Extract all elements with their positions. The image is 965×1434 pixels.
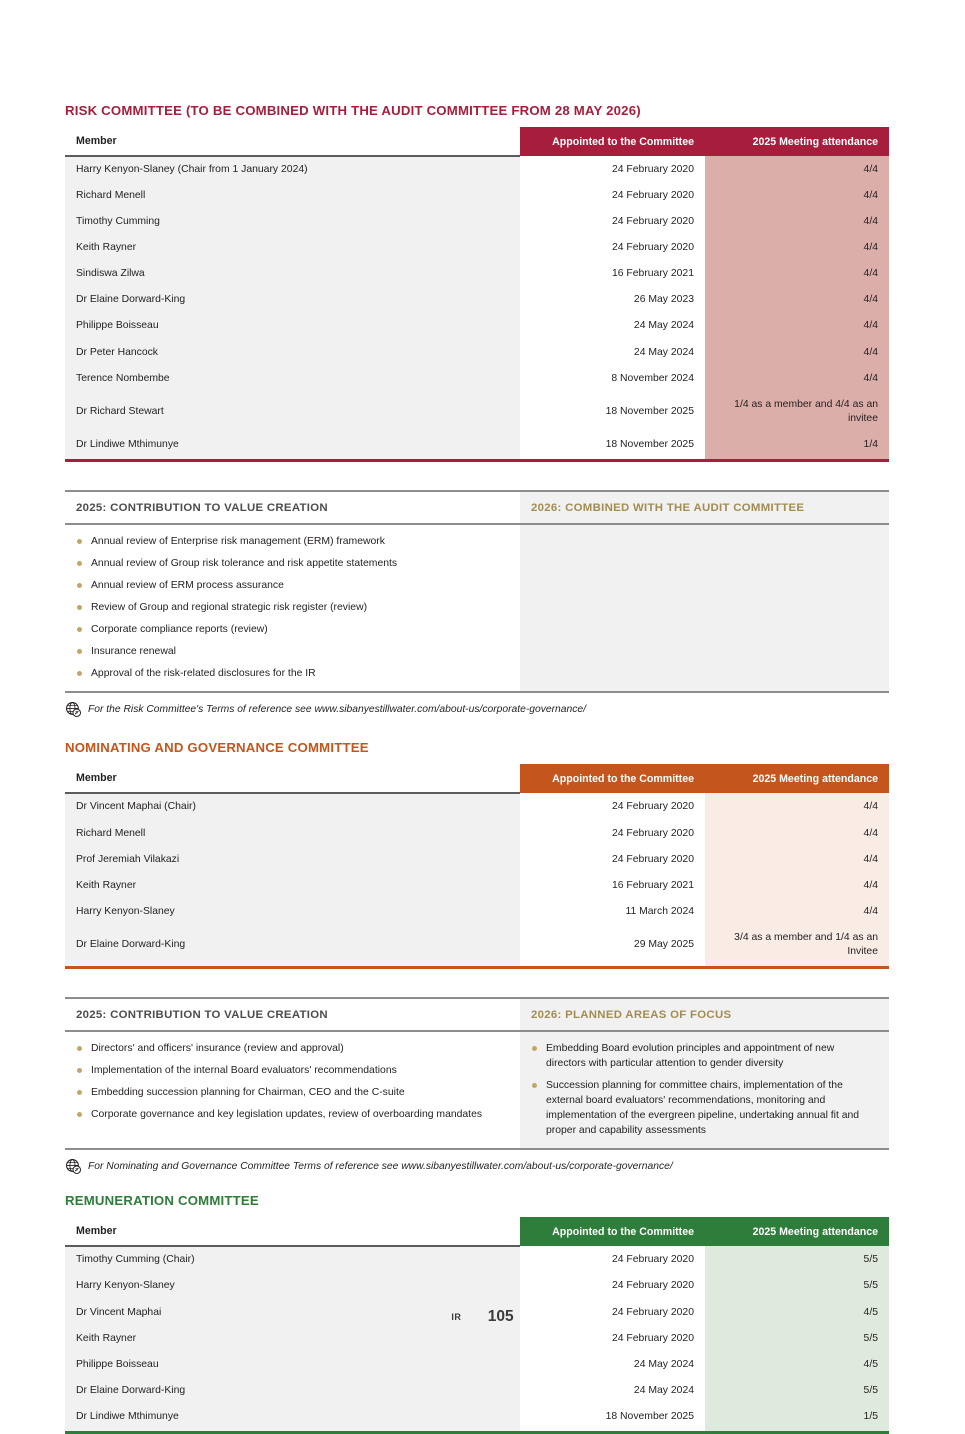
bullet-item: Succession planning for committee chairs, implementation of the external board evaluators' recommendations, monitoring and implementation of the evergreen pipeline, undertaking annual fit and proper and capability assessments [531,1078,875,1138]
cell-member: Dr Peter Hancock [65,340,520,366]
footer-report-label: IR [451,1312,462,1322]
cell-attendance: 4/4 [705,156,889,183]
bullet-item: Corporate governance and key legislation updates, review of overboarding mandates [76,1107,506,1122]
cell-member: Harry Kenyon-Slaney [65,1273,520,1299]
nominating-committee-heading: NOMINATING AND GOVERNANCE COMMITTEE [65,740,369,756]
cell-appointed-date: 24 May 2024 [520,313,705,339]
panel-left-title: 2025: CONTRIBUTION TO VALUE CREATION [65,999,520,1030]
cell-appointed-date: 24 February 2020 [520,209,705,235]
table-row [65,873,889,899]
column-header-appointed: Appointed to the Committee [520,764,705,793]
cell-attendance: 1/5 [705,1404,889,1433]
bullet-item: Embedding succession planning for Chairman, CEO and the C-suite [76,1085,506,1100]
column-header-member: Member [65,1217,520,1246]
cell-member: Prof Jeremiah Vilakazi [65,847,520,873]
cell-attendance: 4/4 [705,821,889,847]
cell-attendance: 4/4 [705,287,889,313]
table-row [65,1404,889,1433]
cell-member: Philippe Boisseau [65,313,520,339]
table-row [65,1246,889,1273]
cell-member: Sindiswa Zilwa [65,261,520,287]
cell-appointed-date: 24 February 2020 [520,1273,705,1299]
table-row [65,313,889,339]
table-row [65,392,889,432]
cell-member: Dr Elaine Dorward-King [65,1378,520,1404]
table-row [65,156,889,183]
bullet-item: Review of Group and regional strategic risk register (review) [76,600,506,615]
table-header-row [65,127,889,156]
table-row [65,235,889,261]
column-header-appointed: Appointed to the Committee [520,127,705,156]
remuneration-committee-rows [65,1246,889,1432]
cell-attendance: 1/4 [705,432,889,461]
cell-member: Terence Nombembe [65,366,520,392]
cell-appointed-date: 24 May 2024 [520,1378,705,1404]
table-row [65,821,889,847]
cell-member: Timothy Cumming (Chair) [65,1246,520,1273]
table-row [65,366,889,392]
cell-appointed-date: 16 February 2021 [520,261,705,287]
table-row [65,183,889,209]
column-header-attendance: 2025 Meeting attendance [705,764,889,793]
footer-page-number: 105 [487,1308,514,1325]
cell-appointed-date: 24 February 2020 [520,821,705,847]
table-header-row [65,764,889,793]
column-header-member: Member [65,764,520,793]
table-row [65,340,889,366]
cell-member: Dr Lindiwe Mthimunye [65,1404,520,1433]
cell-appointed-date: 24 February 2020 [520,156,705,183]
cell-member: Richard Menell [65,183,520,209]
cell-attendance: 5/5 [705,1326,889,1352]
cell-attendance: 4/4 [705,340,889,366]
globe-web-link-icon [65,1158,82,1175]
cell-appointed-date: 24 May 2024 [520,1352,705,1378]
bullet-item: Approval of the risk-related disclosures for the IR [76,666,506,681]
table-row [65,925,889,968]
cell-attendance: 4/4 [705,183,889,209]
cell-appointed-date: 26 May 2023 [520,287,705,313]
table-row [65,261,889,287]
cell-member: Dr Richard Stewart [65,392,520,432]
cell-member: Harry Kenyon-Slaney (Chair from 1 January 2024) [65,156,520,183]
remuneration-committee-heading: REMUNERATION COMMITTEE [65,1193,259,1209]
cell-attendance: 5/5 [705,1246,889,1273]
cell-member: Richard Menell [65,821,520,847]
cell-appointed-date: 18 November 2025 [520,392,705,432]
cell-attendance: 3/4 as a member and 1/4 as an Invitee [705,925,889,968]
cell-attendance: 4/4 [705,313,889,339]
page-footer [0,1308,965,1326]
cell-appointed-date: 11 March 2024 [520,899,705,925]
risk-committee-heading: RISK COMMITTEE (TO BE COMBINED WITH THE AUDIT COMMITTEE FROM 28 MAY 2026) [65,103,641,118]
cell-attendance: 4/4 [705,209,889,235]
risk-contribution-list [76,534,506,682]
panel-right-body [520,1032,889,1148]
risk-committee-reference [65,702,889,718]
table-row [65,287,889,313]
column-header-member: Member [65,127,520,156]
page-content [65,103,889,1434]
cell-attendance: 4/4 [705,847,889,873]
table-row [65,1273,889,1299]
cell-appointed-date: 24 February 2020 [520,793,705,820]
panel-header [65,492,889,525]
cell-attendance: 1/4 as a member and 4/4 as an invitee [705,392,889,432]
cell-appointed-date: 8 November 2024 [520,366,705,392]
panel-left-body [65,525,520,692]
cell-appointed-date: 24 February 2020 [520,1326,705,1352]
risk-reference-text: For the Risk Committee's Terms of reference see www.sibanyestillwater.com/about-us/corporate-governance/ [88,704,586,716]
cell-appointed-date: 24 February 2020 [520,1246,705,1273]
cell-member: Dr Elaine Dorward-King [65,925,520,968]
ngc-focus-list [531,1041,875,1138]
cell-appointed-date: 18 November 2025 [520,432,705,461]
panel-left-body [65,1032,520,1148]
ngc-reference-text: For Nominating and Governance Committee Terms of reference see www.sibanyestillwater.com/about-us/corporate-governance/ [88,1161,673,1173]
table-row [65,1378,889,1404]
cell-appointed-date: 29 May 2025 [520,925,705,968]
cell-member: Timothy Cumming [65,209,520,235]
table-header-row [65,1217,889,1246]
bullet-item: Insurance renewal [76,644,506,659]
cell-member: Keith Rayner [65,873,520,899]
globe-web-link-icon [65,701,82,718]
cell-attendance: 4/5 [705,1300,889,1326]
cell-member: Philippe Boisseau [65,1352,520,1378]
panel-right-title: 2026: COMBINED WITH THE AUDIT COMMITTEE [520,492,889,523]
cell-appointed-date: 18 November 2025 [520,1404,705,1433]
cell-member: Dr Vincent Maphai [65,1300,520,1326]
cell-member: Dr Vincent Maphai (Chair) [65,793,520,820]
cell-member: Keith Rayner [65,1326,520,1352]
cell-attendance: 4/4 [705,793,889,820]
cell-attendance: 4/4 [705,899,889,925]
cell-attendance: 4/5 [705,1352,889,1378]
cell-member: Dr Elaine Dorward-King [65,287,520,313]
cell-member: Harry Kenyon-Slaney [65,899,520,925]
cell-appointed-date: 16 February 2021 [520,873,705,899]
cell-attendance: 4/4 [705,873,889,899]
ngc-contribution-list [76,1041,506,1122]
bullet-item: Annual review of ERM process assurance [76,578,506,593]
cell-member: Keith Rayner [65,235,520,261]
cell-appointed-date: 24 February 2020 [520,235,705,261]
bullet-item: Corporate compliance reports (review) [76,622,506,637]
bullet-item: Implementation of the internal Board evaluators' recommendations [76,1063,506,1078]
cell-member: Dr Lindiwe Mthimunye [65,432,520,461]
table-row [65,432,889,461]
column-header-attendance: 2025 Meeting attendance [705,127,889,156]
cell-attendance: 4/4 [705,261,889,287]
column-header-attendance: 2025 Meeting attendance [705,1217,889,1246]
column-header-appointed: Appointed to the Committee [520,1217,705,1246]
nominating-committee-reference [65,1159,889,1175]
panel-header [65,999,889,1032]
bullet-item: Annual review of Enterprise risk management (ERM) framework [76,534,506,549]
cell-attendance: 5/5 [705,1378,889,1404]
table-row [65,899,889,925]
cell-attendance: 4/4 [705,235,889,261]
risk-committee-members-table [65,127,889,462]
cell-attendance: 4/4 [705,366,889,392]
nominating-committee-rows [65,793,889,967]
bullet-item: Annual review of Group risk tolerance and risk appetite statements [76,556,506,571]
panel-left-title: 2025: CONTRIBUTION TO VALUE CREATION [65,492,520,523]
cell-appointed-date: 24 February 2020 [520,1300,705,1326]
table-row [65,1326,889,1352]
cell-appointed-date: 24 May 2024 [520,340,705,366]
panel-body [65,1032,889,1148]
table-row [65,847,889,873]
table-row [65,209,889,235]
cell-appointed-date: 24 February 2020 [520,847,705,873]
cell-attendance: 5/5 [705,1273,889,1299]
panel-right-title: 2026: PLANNED AREAS OF FOCUS [520,999,889,1030]
table-row [65,793,889,820]
panel-body [65,525,889,692]
panel-right-body [520,525,889,692]
nominating-committee-contribution-panel [65,997,889,1150]
nominating-committee-members-table [65,764,889,969]
bullet-item: Embedding Board evolution principles and appointment of new directors with particular attention to gender diversity [531,1041,875,1071]
bullet-item: Directors' and officers' insurance (review and approval) [76,1041,506,1056]
risk-committee-rows [65,156,889,460]
risk-committee-contribution-panel [65,490,889,694]
cell-appointed-date: 24 February 2020 [520,183,705,209]
